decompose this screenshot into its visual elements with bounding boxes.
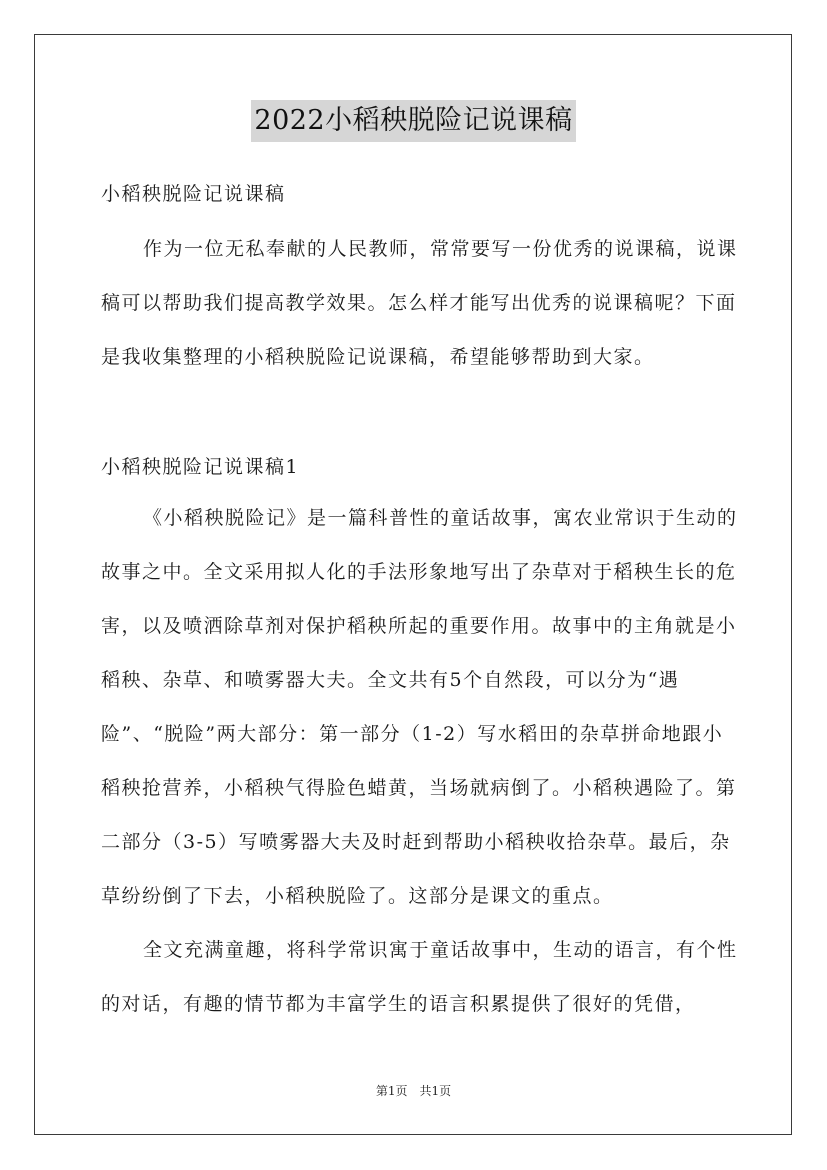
body-paragraph-2: 全文充满童趣，将科学常识寓于童话故事中，生动的语言，有个性的对话，有趣的情节都为丰富学生的语言积累提供了很好的凭借， [101,939,738,1015]
page-total: 共1页 [419,1084,452,1098]
page-footer [0,1083,827,1099]
section-heading: 小稻秧脱险记说课稿1 [101,456,300,478]
page-number: 第1页 [375,1084,408,1098]
title-container [0,100,827,142]
intro-paragraph: 作为一位无私奉献的人民教师，常常要写一份优秀的说课稿，说课稿可以帮助我们提高教学效果。怎么样才能写出优秀的说课稿呢？下面是我收集整理的小稻秧脱险记说课稿，希望能够帮助到大家。 [101,238,738,368]
body-paragraph-1: 《小稻秧脱险记》是一篇科普性的童话故事，寓农业常识于生动的故事之中。全文采用拟人化的手法形象地写出了杂草对于稻秧生长的危害，以及喷洒除草剂对保护稻秧所起的重要作用。故事中的主角就是小稻秧、杂草、和喷雾器大夫。全文共有5个自然段，可以分为“遇险”、“脱险”两大部分：第一部分（1-2）写水稻田的杂草拼命地跟小稻秧抢营养，小稻秧气得脸色蜡黄，当场就病倒了。小稻秧遇险了。第二部分（3-5）写喷雾器大夫及时赶到帮助小稻秧收拾杂草。最后，杂草纷纷倒了下去，小稻秧脱险了。这部分是课文的重点。 [101,507,738,907]
document-subtitle: 小稻秧脱险记说课稿 [101,183,286,205]
document-title: 2022小稻秧脱险记说课稿 [251,100,575,142]
